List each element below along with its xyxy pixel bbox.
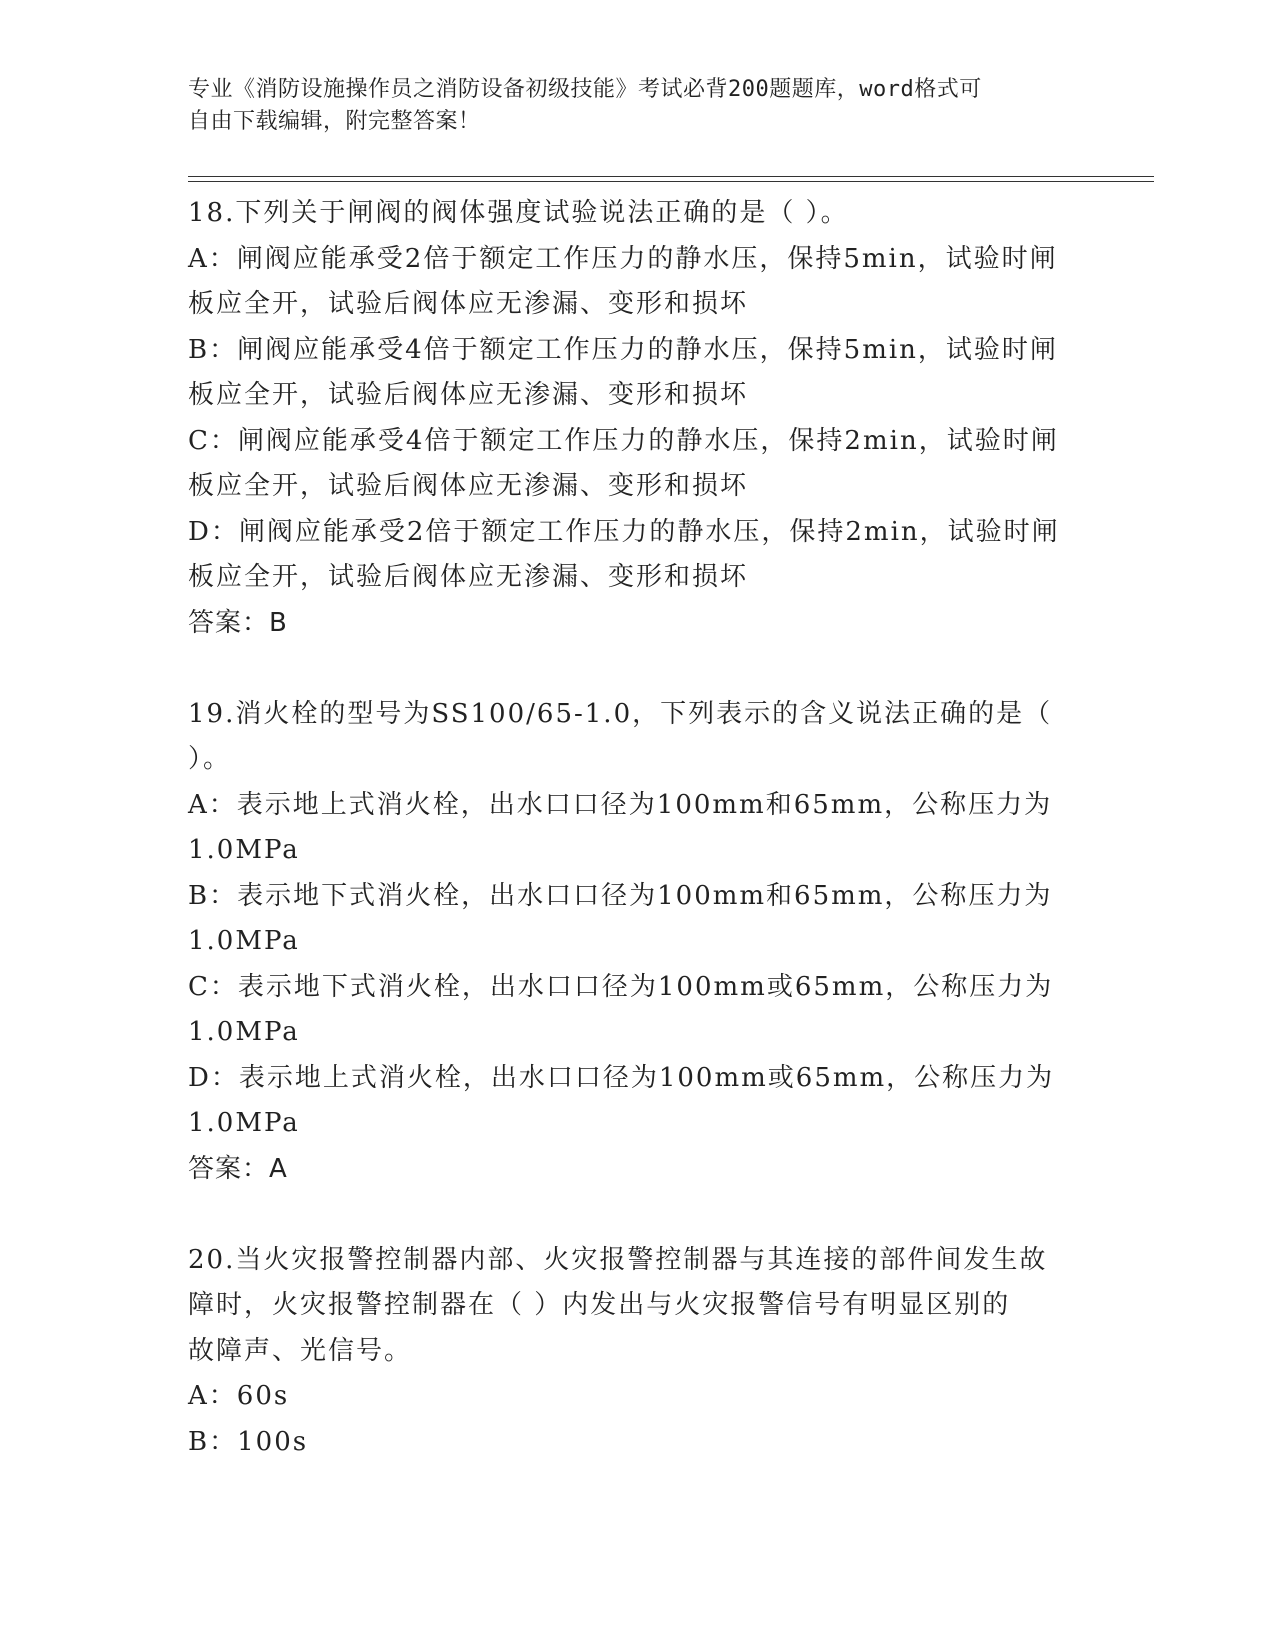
option-b [188,874,1088,965]
option-b [188,328,1088,419]
option-text: A：60s [188,1381,290,1411]
answer-text: 答案：A [188,1153,288,1184]
option-text: C：闸阀应能承受4倍于额定工作压力的静水压，保持2min，试验时闸 [188,425,1059,456]
option-d [188,510,1088,601]
question-stem: 20.当火灾报警控制器内部、火灾报警控制器与其连接的部件间发生故 [188,1244,1048,1275]
option-d [188,1056,1088,1147]
option-text: 板应全开，试验后阀体应无渗漏、变形和损坏 [188,562,749,592]
option-text: D：闸阀应能承受2倍于额定工作压力的静水压，保持2min，试验时闸 [188,516,1060,547]
option-text: B：闸阀应能承受4倍于额定工作压力的静水压，保持5min，试验时闸 [188,334,1058,365]
option-b [188,1420,1088,1466]
question-stem: 18.下列关于闸阀的阀体强度试验说法正确的是（ ）。 [188,198,849,228]
question-stem: 障时，火灾报警控制器在（ ）内发出与火灾报警信号有明显区别的 [188,1290,1011,1320]
option-c [188,419,1088,510]
option-text: 板应全开，试验后阀体应无渗漏、变形和损坏 [188,471,749,501]
option-a [188,237,1088,328]
question-20 [188,1238,1088,1466]
document-header [188,74,1068,138]
header-line: 自由下载编辑，附完整答案！ [188,109,481,134]
header-line: 专业《消防设施操作员之消防设备初级技能》考试必背200题题库，word格式可 [188,77,982,102]
question-stem: 19.消火栓的型号为SS100/65-1.0，下列表示的含义说法正确的是（ [188,698,1053,729]
option-text: 1.0MPa [188,1017,300,1047]
option-c [188,965,1088,1056]
option-text: 板应全开，试验后阀体应无渗漏、变形和损坏 [188,289,749,319]
option-text: B：100s [188,1426,309,1457]
question-stem: ）。 [188,744,232,774]
option-text: D：表示地上式消火栓，出水口口径为100mm或65mm，公称压力为 [188,1062,1055,1093]
header-divider [188,176,1154,177]
option-text: A：表示地上式消火栓，出水口口径为100mm和65mm，公称压力为 [188,789,1053,820]
question-18 [188,191,1088,646]
question-19 [188,692,1088,1193]
option-text: C：表示地下式消火栓，出水口口径为100mm或65mm，公称压力为 [188,971,1054,1002]
option-text: 1.0MPa [188,835,300,865]
question-list [188,191,1088,1465]
option-text: 板应全开，试验后阀体应无渗漏、变形和损坏 [188,380,749,410]
option-a [188,783,1088,874]
question-stem: 故障声、光信号。 [188,1335,413,1366]
option-text: 1.0MPa [188,926,300,956]
answer-text: 答案：B [188,607,288,638]
option-text: B：表示地下式消火栓，出水口口径为100mm和65mm，公称压力为 [188,880,1053,911]
header-divider [188,181,1154,182]
option-text: A：闸阀应能承受2倍于额定工作压力的静水压，保持5min，试验时闸 [188,243,1058,274]
option-a [188,1374,1088,1420]
option-text: 1.0MPa [188,1108,300,1138]
